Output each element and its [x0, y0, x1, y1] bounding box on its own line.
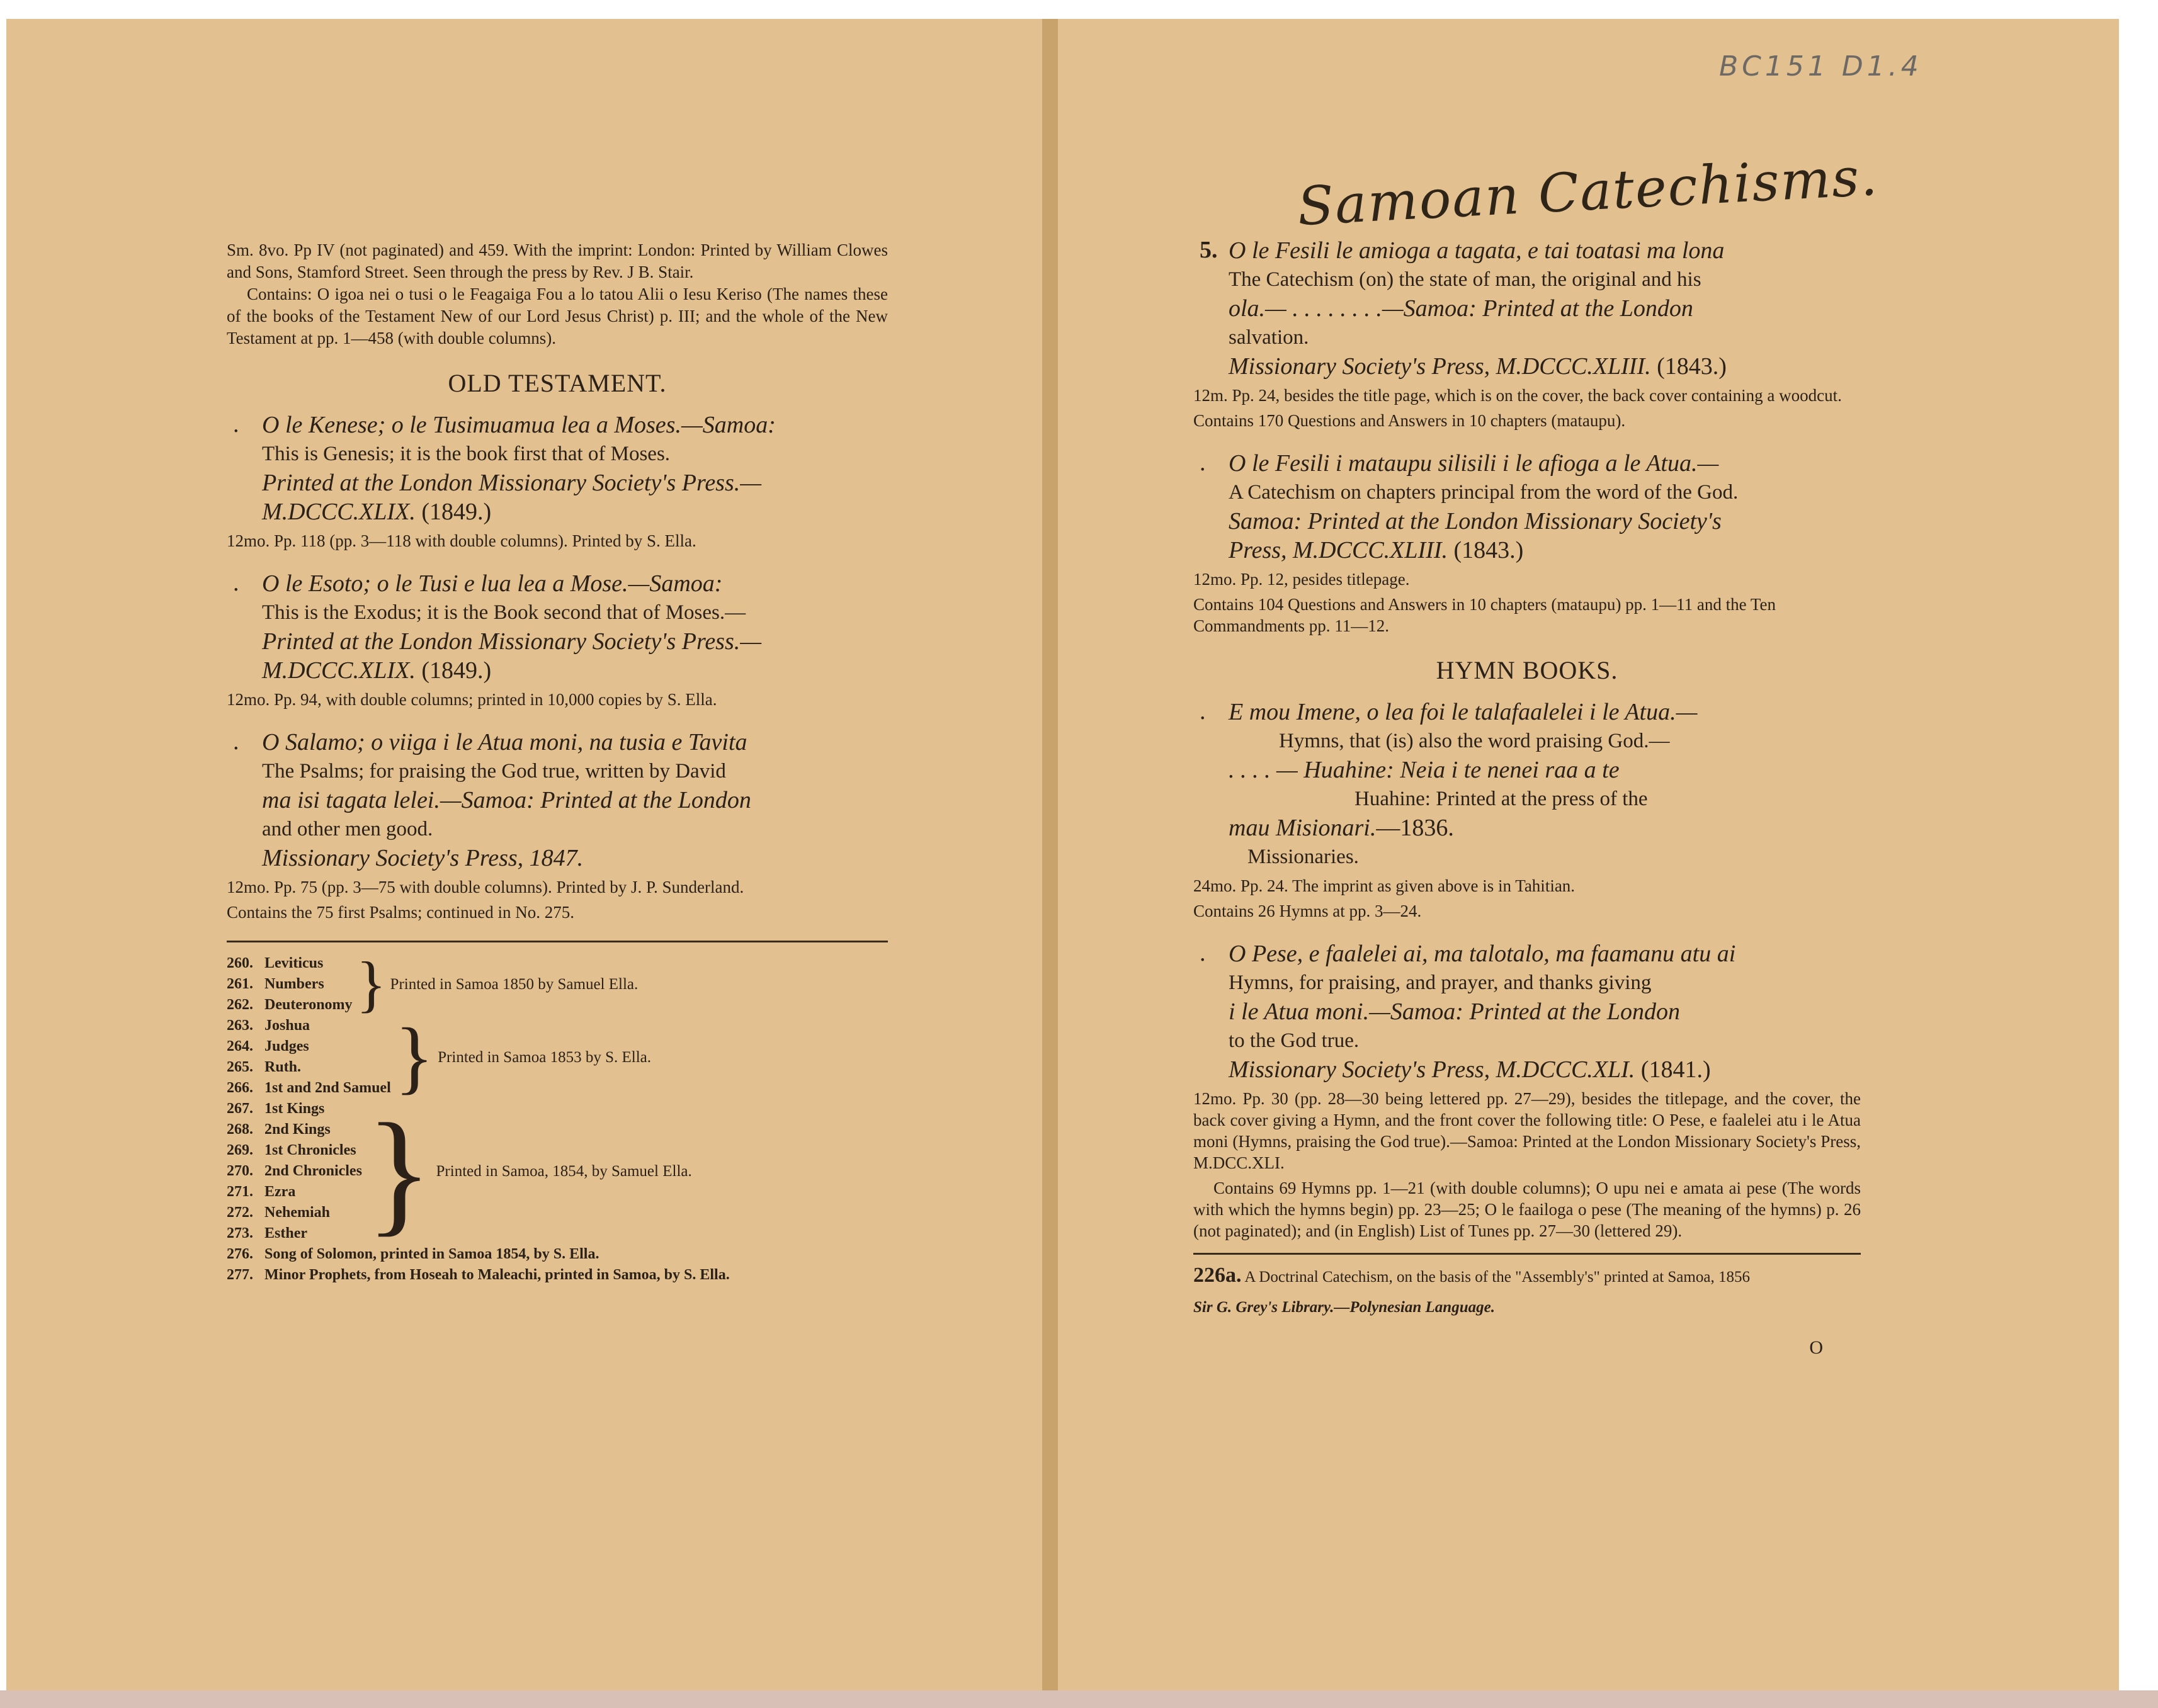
entry-hymns-1841: [1193, 939, 1861, 1084]
imprint: Missionary Society's Press, M.DCCC.XLI.: [1229, 1056, 1635, 1083]
list-item: 272. Nehemiah: [227, 1204, 330, 1221]
book-list: [227, 949, 888, 1286]
samoan-title: E mou Imene, o lea foi le talafaalelei i le Atua.—: [1229, 699, 1698, 725]
entry-note: 12mo. Pp. 118 (pp. 3—118 with double columns). Printed by S. Ella.: [227, 531, 696, 550]
samoan-title: O le Esoto; o le Tusi e lua lea a Mose.—Samoa:: [262, 570, 723, 597]
english-gloss-2: Huahine: Printed at the press of the: [1354, 788, 1648, 810]
list-group-2: [227, 1012, 888, 1102]
list-item: 268. 2nd Kings: [227, 1121, 331, 1138]
english-gloss-2: and other men good.: [262, 818, 433, 840]
imprint-year: (1841.): [1640, 1056, 1711, 1083]
group-label: Printed in Samoa 1850 by Samuel Ella.: [390, 975, 639, 993]
imprint: Printed at the London Missionary Society's Press.—: [262, 470, 762, 496]
imprint-date: M.DCCC.XLIX.: [262, 499, 416, 525]
english-gloss: A Catechism on chapters principal from the word of the God.: [1229, 481, 1739, 504]
samoan-title-2: ola.— . . . . . . . .—Samoa: Printed at the London: [1229, 295, 1693, 322]
list-item: 276. Song of Solomon, printed in Samoa 1854, by S. Ella.: [227, 1246, 599, 1262]
entry-note: 12m. Pp. 24, besides the title page, which is on the cover, the back cover containing a woodcut.: [1193, 386, 1842, 405]
entry-note-2: Contains 26 Hymns at pp. 3—24.: [1193, 902, 1422, 920]
english-gloss-2: salvation.: [1229, 326, 1309, 349]
imprint: Printed at the London Missionary Society's Press.—: [262, 628, 762, 655]
entry-note-2: Contains 69 Hymns pp. 1—21 (with double columns); O upu nei e amata ai pese (The words with which the hymns begin) pp. 23—25; O le faailoga o pese (The meaning of the hymns) p. 26 (not paginated); and (in English) List of Tunes pp. 27—30 (lettered 29).: [1193, 1179, 1861, 1240]
group-label: Printed in Samoa, 1854, by Samuel Ella.: [436, 1163, 692, 1180]
list-item: 269. 1st Chronicles: [227, 1142, 356, 1158]
english-gloss: The Catechism (on) the state of man, the original and his: [1229, 268, 1701, 291]
english-gloss: This is the Exodus; it is the Book second that of Moses.—: [262, 601, 746, 624]
list-item: 270. 2nd Chronicles: [227, 1163, 362, 1179]
list-item: 264. Judges: [227, 1038, 309, 1055]
english-gloss-3: Missionaries.: [1247, 846, 1359, 868]
entry-note-2: Contains the 75 first Psalms; continued in No. 275.: [227, 903, 574, 922]
intro-line-2: Contains: O igoa nei o tusi o le Feagaiga Fou a lo tatou Alii o Iesu Keriso (The names these of the books of the Testament New of our Lord Jesus Christ) p. III; and the whole of the New Testament at pp. 1—458 (with double columns).: [227, 285, 888, 348]
samoan-title-2: ma isi tagata lelei.—Samoa: Printed at the London: [262, 787, 751, 813]
group-label: Printed in Samoa 1853 by S. Ella.: [438, 1048, 652, 1066]
entry-mark: .: [1200, 698, 1206, 725]
english-gloss-2: to the God true.: [1229, 1029, 1360, 1052]
imprint-year: (1843.): [1657, 353, 1727, 380]
bottom-edge: [0, 1690, 2158, 1708]
entry-note: 24mo. Pp. 24. The imprint as given above is in Tahitian.: [1193, 876, 1576, 895]
entry-number: 5.: [1200, 237, 1218, 263]
samoan-title: O Pese, e faalelei ai, ma talotalo, ma faamanu atu ai: [1229, 941, 1736, 967]
imprint: Samoa: Printed at the London Missionary Society's: [1229, 508, 1722, 534]
brace-icon: }: [394, 1012, 434, 1102]
divider: [227, 941, 888, 942]
samoan-title: O le Fesili i mataupu silisili i le afioga a le Atua.—: [1229, 450, 1719, 477]
list-item: 262. Deuteronomy: [227, 996, 353, 1013]
samoan-title: O le Kenese; o le Tusimuamua lea a Moses.—Samoa:: [262, 412, 776, 438]
handwritten-title: Samoan Catechisms.: [1296, 145, 1880, 238]
footer-number: 226a.: [1193, 1264, 1242, 1287]
entry-catechism-5: [1193, 236, 1861, 381]
entry-note: 12mo. Pp. 75 (pp. 3—75 with double columns). Printed by J. P. Sunderland.: [227, 878, 744, 896]
list-item: 266. 1st and 2nd Samuel: [227, 1080, 391, 1096]
footer-library: Sir G. Grey's Library.—Polynesian Language.: [1193, 1299, 1495, 1316]
signature-mark: O: [1809, 1337, 1823, 1358]
entry-hymns-1836: [1193, 698, 1861, 871]
brace-icon: }: [356, 949, 387, 1019]
entry-mark: .: [233, 728, 239, 755]
entry-mark: .: [1200, 940, 1206, 966]
imprint: Missionary Society's Press, M.DCCC.XLIII.: [1229, 353, 1651, 380]
english-gloss: The Psalms; for praising the God true, written by David: [262, 760, 726, 783]
list-item: 277. Minor Prophets, from Hoseah to Maleachi, printed in Samoa, by S. Ella.: [227, 1267, 730, 1283]
imprint: mau Misionari.: [1229, 815, 1377, 841]
divider: [1193, 1253, 1861, 1255]
old-testament-heading: OLD TESTAMENT.: [448, 369, 667, 397]
list-item: 260. Leviticus: [227, 954, 324, 971]
entry-note-2: Contains 104 Questions and Answers in 10 chapters (mataupu) pp. 1—11 and the Ten Commandments pp. 11—12.: [1193, 595, 1776, 635]
left-column: [227, 239, 888, 1286]
entry-psalms: [227, 728, 888, 873]
imprint-year: (1843.): [1453, 537, 1524, 563]
imprint-year: —1836.: [1376, 815, 1454, 841]
footer-text: A Doctrinal Catechism, on the basis of the "Assembly's" printed at Samoa, 1856: [1244, 1269, 1750, 1286]
entry-note: 12mo. Pp. 30 (pp. 28—30 being lettered pp. 27—29), besides the titlepage, and the cover, the back cover giving a Hymn, and the front cover the following title: O Pese, e faalelei atu i le Atua moni (Hymns, praising the God true).—Samoa: Printed at the London Missionary Society's Press, M.DCC.XLI.: [1193, 1089, 1861, 1172]
list-item: 263. Joshua: [227, 1017, 310, 1034]
imprint-year: (1849.): [421, 657, 492, 684]
english-gloss: This is Genesis; it is the book first that of Moses.: [262, 443, 671, 465]
entry-mark: .: [233, 570, 239, 596]
imprint-date: M.DCCC.XLIX.: [262, 657, 416, 684]
list-item: 273. Esther: [227, 1225, 307, 1241]
book-gutter: [1042, 19, 1058, 1695]
imprint-2: Press, M.DCCC.XLIII.: [1229, 537, 1448, 563]
entry-note: 12mo. Pp. 94, with double columns; printed in 10,000 copies by S. Ella.: [227, 690, 717, 709]
entry-exodus: [227, 569, 888, 685]
samoan-title: O le Fesili le amioga a tagata, e tai toatasi ma lona: [1229, 237, 1725, 264]
entry-note-2: Contains 170 Questions and Answers in 10 chapters (mataupu).: [1193, 411, 1626, 430]
entry-note: 12mo. Pp. 12, pesides titlepage.: [1193, 570, 1410, 589]
english-gloss: Hymns, that (is) also the word praising God.—: [1279, 730, 1670, 752]
list-item: 265. Ruth.: [227, 1059, 302, 1075]
list-item: 267. 1st Kings: [227, 1100, 325, 1117]
list-group-1: [227, 949, 888, 1019]
intro-line-1: Sm. 8vo. Pp IV (not paginated) and 459. With the imprint: London: Printed by William Clowes and Sons, Stamford Street. Seen through the press by Rev. J B. Stair.: [227, 240, 888, 281]
brace-icon: }: [365, 1094, 433, 1248]
catalog-mark: BC151 D1.4: [1719, 50, 1922, 82]
list-group-3: [227, 1094, 888, 1248]
entry-mark: .: [233, 411, 239, 438]
entry-catechism-chapters: [1193, 449, 1861, 565]
entry-genesis: [227, 410, 888, 526]
english-gloss: Hymns, for praising, and prayer, and thanks giving: [1229, 971, 1652, 994]
samoan-title-2: . . . . — Huahine: Neia i te nenei raa a te: [1229, 757, 1620, 783]
list-item: 271. Ezra: [227, 1184, 296, 1200]
imprint-year: (1849.): [421, 499, 492, 525]
list-item: 261. Numbers: [227, 975, 324, 992]
samoan-title: O Salamo; o viiga i le Atua moni, na tusia e Tavita: [262, 729, 747, 755]
footer-entry: [1193, 1265, 1861, 1288]
hymn-books-heading: HYMN BOOKS.: [1436, 656, 1618, 684]
right-column: [1193, 236, 1861, 1359]
entry-mark: .: [1200, 450, 1206, 476]
imprint: Missionary Society's Press, 1847.: [262, 845, 584, 871]
samoan-title-2: i le Atua moni.—Samoa: Printed at the London: [1229, 998, 1681, 1025]
